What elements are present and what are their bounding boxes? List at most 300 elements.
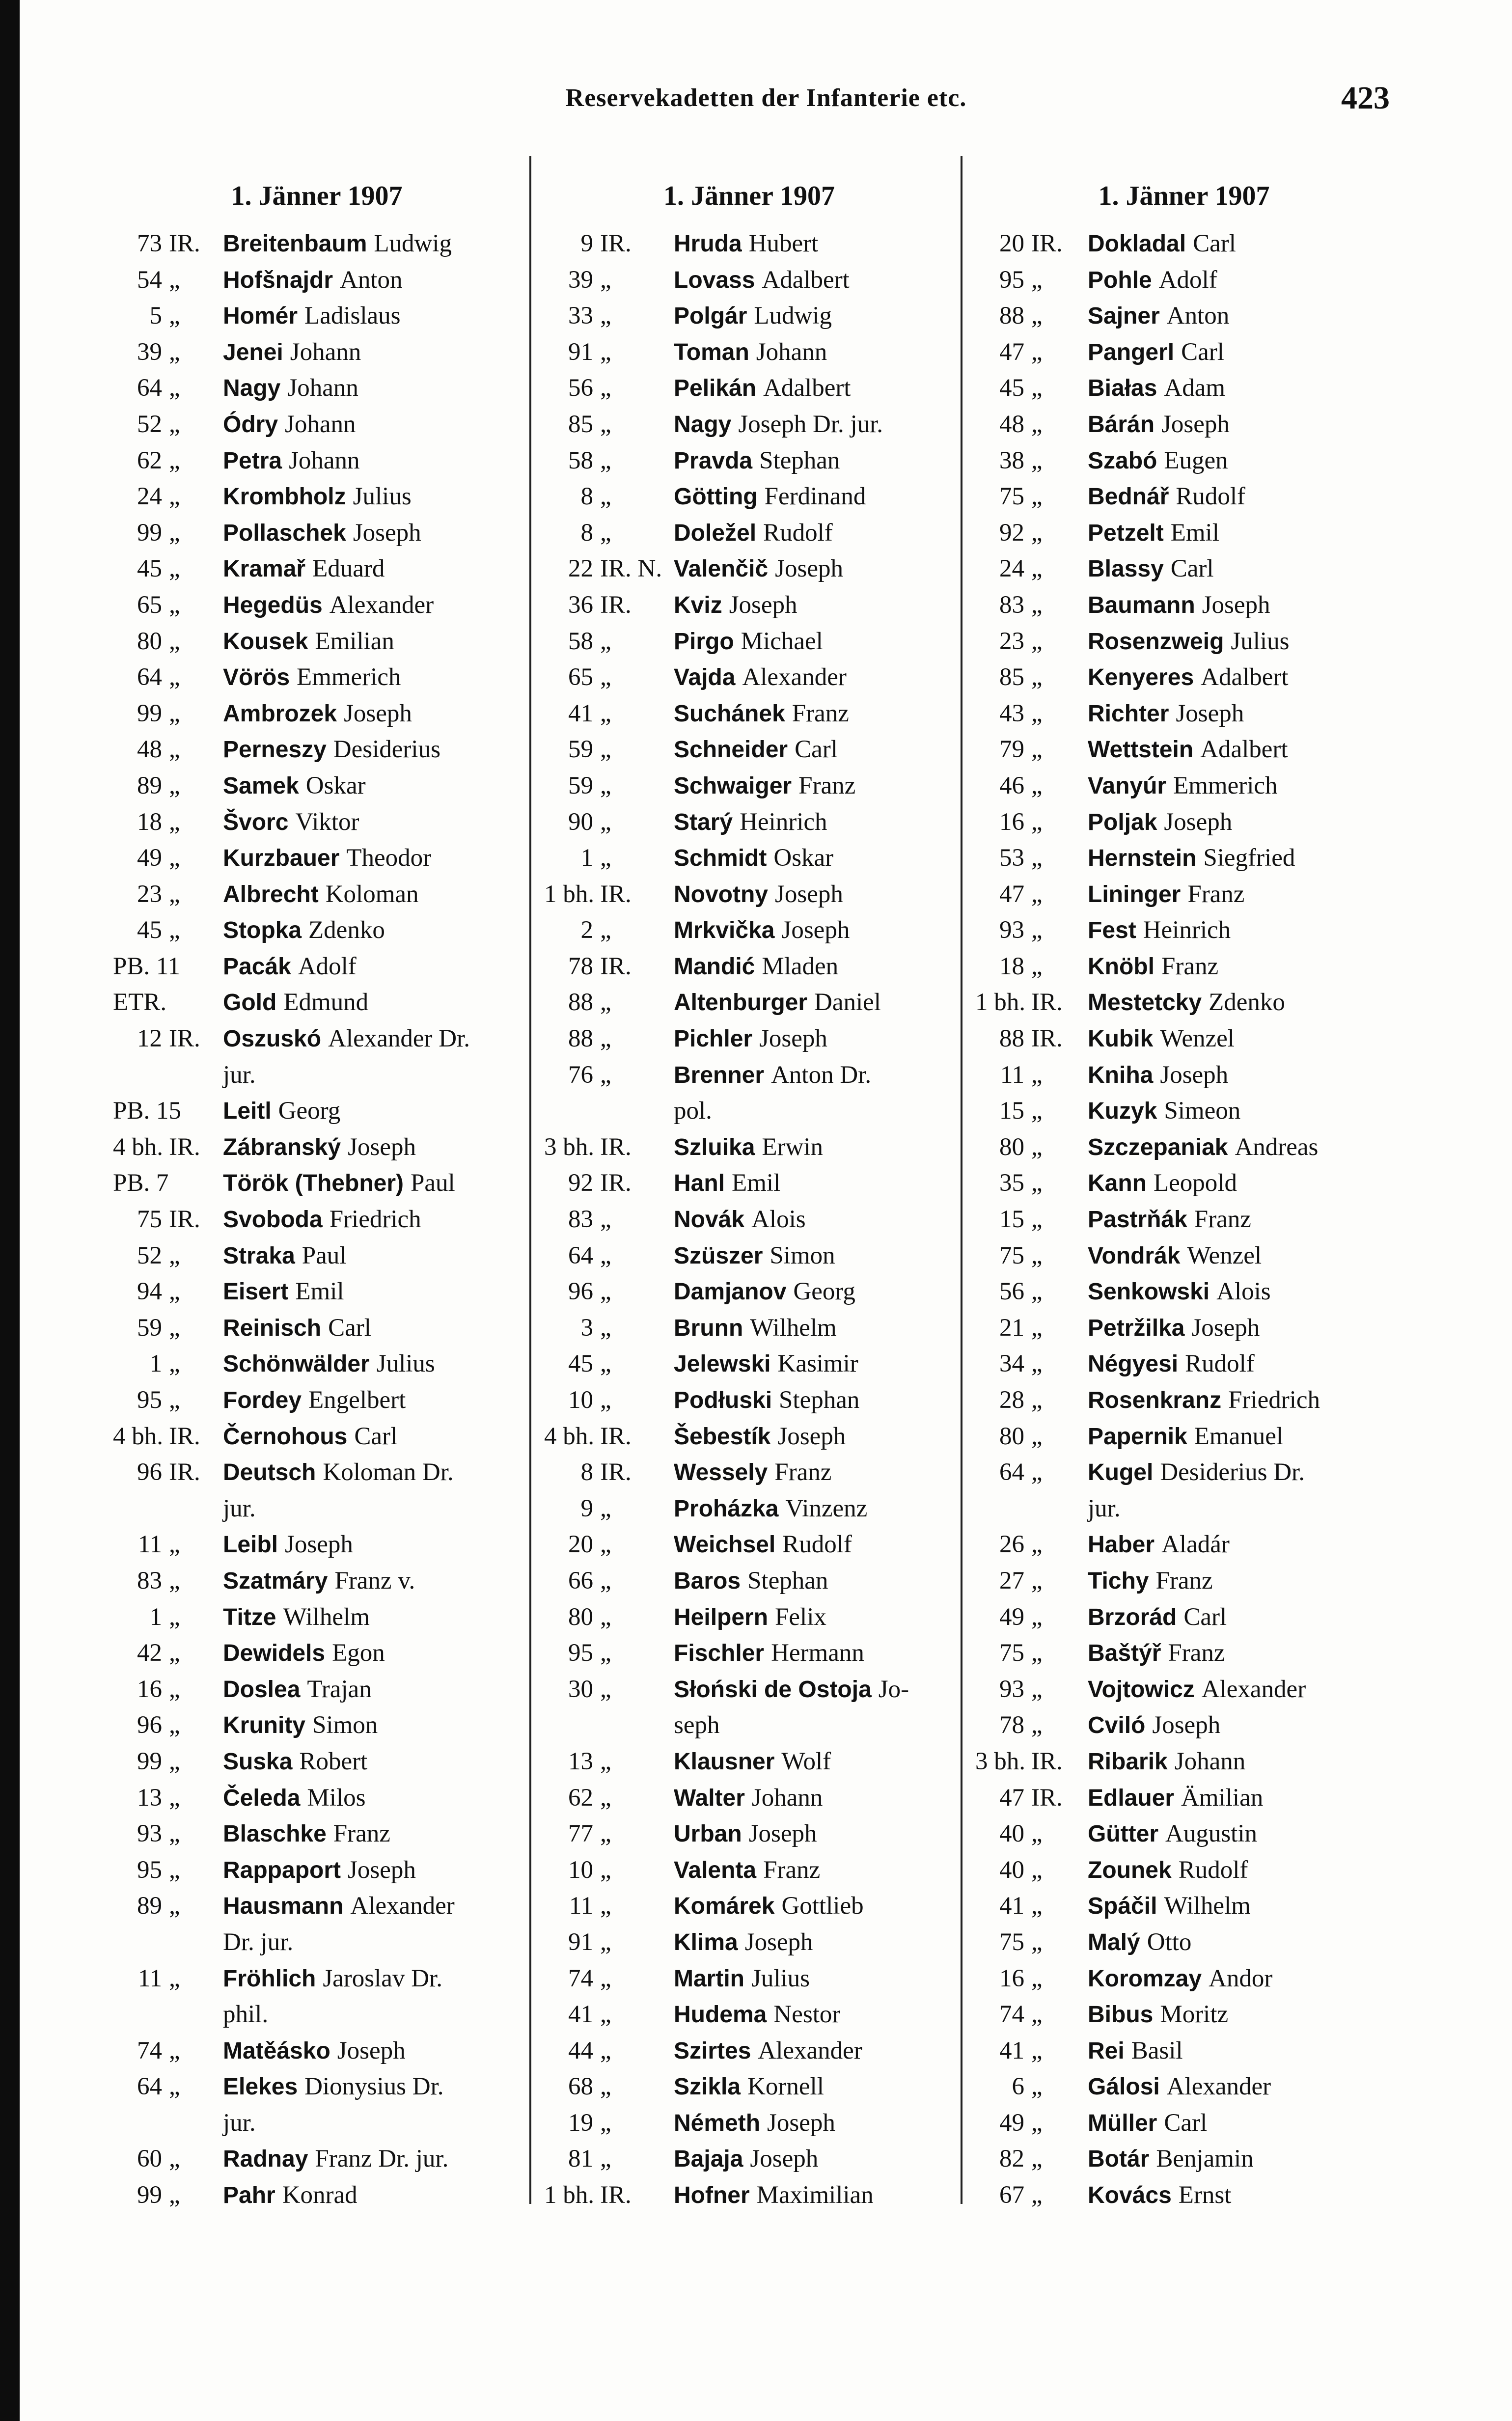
surname: Damjanov	[674, 1279, 787, 1305]
regiment-number: 44	[568, 2036, 593, 2064]
regiment-number: 42	[137, 1639, 162, 1667]
unit-abbrev: „	[1031, 1133, 1043, 1161]
regiment-number: 11	[1000, 1061, 1024, 1089]
surname: Krunity	[223, 1712, 305, 1739]
list-item	[975, 2177, 1393, 2214]
surname: Starý	[674, 809, 733, 835]
list-item	[113, 1274, 521, 1310]
regiment-number: 30	[568, 1675, 593, 1703]
given-name: Joseph Dr. jur.	[738, 410, 883, 438]
surname: Kann	[1088, 1170, 1147, 1197]
given-name: Johann	[289, 446, 360, 474]
unit-abbrev: „	[169, 1711, 180, 1739]
person-name	[223, 1455, 521, 1527]
person-name	[674, 1129, 954, 1166]
unit-abbrev: IR.	[169, 1133, 200, 1161]
person-name	[674, 226, 954, 262]
person-name	[223, 1672, 521, 1708]
regiment-number: 88	[999, 1025, 1024, 1053]
given-name: Franz	[1155, 1567, 1213, 1595]
surname: Pirgo	[674, 628, 734, 655]
person-name	[1088, 2033, 1393, 2069]
person-name	[223, 732, 521, 768]
regiment-number: 78	[568, 952, 593, 980]
surname: Vojtowicz	[1088, 1676, 1195, 1703]
person-name	[674, 262, 954, 299]
regiment-number: 85	[999, 663, 1024, 691]
person-name	[223, 479, 521, 515]
unit-abbrev: „	[600, 916, 611, 944]
list-item	[544, 1527, 954, 1563]
person-name	[674, 1238, 954, 1274]
person-name	[223, 1310, 521, 1347]
person-name	[1088, 1021, 1393, 1057]
surname: Suchánek	[674, 700, 785, 727]
list-item	[544, 1274, 954, 1310]
person-name	[674, 840, 954, 877]
given-name: Paul	[302, 1241, 347, 1269]
unit-abbrev: „	[169, 1278, 180, 1306]
given-name: Hermann	[771, 1639, 864, 1667]
unit-abbrev: „	[169, 771, 180, 799]
list-item	[544, 407, 954, 443]
list-item	[975, 370, 1393, 407]
person-name	[223, 262, 521, 299]
regiment-number: 83	[568, 1206, 593, 1234]
given-name: Georg	[793, 1278, 855, 1306]
given-name: Joseph	[285, 1531, 353, 1559]
given-name: Wenzel	[1160, 1025, 1235, 1053]
surname: Kovács	[1088, 2182, 1172, 2209]
person-name	[674, 1997, 954, 2033]
regiment-number: 78	[999, 1711, 1024, 1739]
entry-list	[975, 226, 1393, 2214]
unit-abbrev: „	[1031, 338, 1043, 366]
surname: Svoboda	[223, 1207, 323, 1233]
person-name	[223, 2069, 521, 2141]
given-name: Adolf	[1158, 266, 1217, 294]
given-name: Viktor	[295, 808, 359, 836]
unit-abbrev: „	[169, 1964, 180, 1992]
surname: Novotny	[674, 881, 768, 908]
given-name: Alexander	[742, 663, 847, 691]
list-item	[113, 1382, 521, 1419]
given-name: Eugen	[1164, 446, 1228, 474]
list-item	[544, 2177, 954, 2214]
person-name	[223, 1888, 521, 1960]
surname: Straka	[223, 1242, 295, 1269]
regiment-number: 5	[149, 302, 162, 330]
regiment-number: 15	[999, 1097, 1024, 1125]
surname: Rei	[1088, 2037, 1125, 2064]
regiment-number: 48	[999, 410, 1024, 438]
regiment-number: 49	[999, 2109, 1024, 2137]
surname: Baštýř	[1088, 1640, 1161, 1667]
regiment-number: 82	[999, 2145, 1024, 2173]
regiment-number: 52	[137, 410, 162, 438]
given-name: Ferdinand	[764, 483, 866, 511]
list-item	[544, 2069, 954, 2105]
regiment-number: 90	[568, 808, 593, 836]
surname: Pelikán	[674, 375, 757, 402]
surname: Baros	[674, 1568, 741, 1594]
unit-abbrev: „	[1031, 699, 1043, 727]
unit-abbrev: IR.	[1031, 1747, 1063, 1775]
list-item	[975, 1129, 1393, 1166]
surname: Martin	[674, 1965, 744, 1992]
regiment-number: 21	[999, 1314, 1024, 1342]
unit-abbrev: „	[600, 1567, 611, 1595]
unit-abbrev: „	[169, 808, 180, 836]
given-name: Joseph	[348, 1856, 416, 1884]
person-name	[1088, 1346, 1393, 1382]
regiment-number: 13	[568, 1747, 593, 1775]
list-item	[544, 1310, 954, 1347]
person-name	[674, 985, 954, 1021]
unit-abbrev: IR.	[169, 1025, 200, 1053]
list-item	[113, 1672, 521, 1708]
regiment-number: 23	[137, 880, 162, 908]
regiment-number: 3 bh.	[544, 1133, 594, 1161]
list-item	[544, 877, 954, 913]
surname: Spáčil	[1088, 1893, 1157, 1920]
unit-abbrev: „	[1031, 483, 1043, 511]
list-item	[113, 949, 521, 985]
list-item	[544, 840, 954, 877]
unit-abbrev: „	[1031, 916, 1043, 944]
list-item	[975, 1635, 1393, 1672]
person-name	[223, 949, 521, 985]
person-name	[674, 732, 954, 768]
list-item	[113, 334, 521, 371]
list-item	[113, 587, 521, 624]
regiment-number: 74	[999, 2001, 1024, 2029]
unit-abbrev: „	[1031, 1964, 1043, 1992]
given-name: Engelbert	[308, 1386, 406, 1414]
person-name	[1088, 1202, 1393, 1238]
regiment-number: 83	[137, 1567, 162, 1595]
list-item	[113, 2177, 521, 2214]
regiment-number: 18	[999, 952, 1024, 980]
surname: Pacák	[223, 953, 291, 980]
person-name	[674, 2033, 954, 2069]
person-name	[674, 660, 954, 696]
person-name	[674, 2141, 954, 2177]
unit-abbrev: „	[600, 2109, 611, 2137]
list-item	[544, 2105, 954, 2142]
given-name: Joseph	[1176, 699, 1244, 727]
regiment-number: 64	[568, 1241, 593, 1269]
unit-abbrev: „	[169, 2036, 180, 2064]
given-name: Carl	[795, 736, 838, 764]
name-continuation: jur.	[223, 1494, 256, 1522]
surname: Kviz	[674, 592, 722, 618]
regiment-number: 49	[999, 1603, 1024, 1631]
regiment-number: 26	[999, 1531, 1024, 1559]
unit-abbrev: „	[600, 699, 611, 727]
surname: Leibl	[223, 1532, 278, 1558]
regiment-number: 24	[999, 555, 1024, 583]
person-name	[1088, 1816, 1393, 1852]
person-name	[674, 1563, 954, 1599]
regiment-number: 35	[999, 1169, 1024, 1197]
list-item	[975, 840, 1393, 877]
surname: Hausmann	[223, 1893, 344, 1920]
person-name	[674, 1382, 954, 1419]
regiment-number: 16	[137, 1675, 162, 1703]
person-name	[674, 804, 954, 841]
list-item	[113, 1165, 521, 1202]
person-name	[223, 1852, 521, 1889]
given-name: Adam	[1164, 374, 1226, 402]
list-item	[975, 1744, 1393, 1780]
list-item	[113, 804, 521, 841]
unit-abbrev: „	[600, 410, 611, 438]
unit-abbrev: „	[600, 1494, 611, 1522]
given-name: Julius	[751, 1964, 810, 1992]
person-name	[223, 1021, 521, 1093]
regiment-number: 99	[137, 519, 162, 547]
given-name: Emmerich	[297, 663, 401, 691]
list-item	[544, 1816, 954, 1852]
regiment-number: 83	[999, 591, 1024, 619]
given-name: Egon	[332, 1639, 385, 1667]
list-item	[113, 1419, 521, 1455]
list-item	[113, 1563, 521, 1599]
surname: Poljak	[1088, 809, 1157, 835]
unit-abbrev: IR.	[169, 230, 200, 257]
person-name	[1088, 443, 1393, 479]
given-name: Carl	[1183, 1603, 1227, 1631]
list-item	[975, 551, 1393, 587]
unit-abbrev: „	[1031, 1820, 1043, 1848]
regiment-number: 23	[999, 627, 1024, 655]
surname: Eisert	[223, 1279, 289, 1305]
surname: Nagy	[223, 375, 281, 402]
given-name: Andreas	[1235, 1133, 1319, 1161]
list-item	[975, 1310, 1393, 1347]
surname: Hegedüs	[223, 592, 323, 618]
column-2	[544, 176, 954, 2209]
unit-abbrev: „	[1031, 1892, 1043, 1920]
regiment-number: 65	[568, 663, 593, 691]
given-name: Emanuel	[1194, 1422, 1284, 1450]
surname: Edlauer	[1088, 1785, 1175, 1811]
given-name: Zdenko	[1209, 989, 1285, 1017]
entry-list	[113, 226, 521, 2214]
given-name: Joseph	[1164, 808, 1233, 836]
person-name	[223, 696, 521, 732]
list-item	[975, 226, 1393, 262]
list-item	[113, 2069, 521, 2141]
unit-abbrev: „	[600, 446, 611, 474]
surname: Matěásko	[223, 2037, 330, 2064]
list-item	[544, 1202, 954, 1238]
regiment-number: 40	[999, 1856, 1024, 1884]
person-name	[1088, 1707, 1393, 1744]
unit-abbrev: IR.	[600, 1169, 632, 1197]
person-name	[223, 226, 521, 262]
surname: Hofšnajdr	[223, 267, 333, 293]
person-name	[223, 1527, 521, 1563]
person-name	[1088, 262, 1393, 299]
surname: Proházka	[674, 1495, 779, 1522]
regiment-number: 76	[568, 1061, 593, 1089]
unit-abbrev: IR.	[1031, 1784, 1063, 1812]
regiment-number: 93	[999, 1675, 1024, 1703]
given-name: Jo-	[878, 1675, 909, 1703]
list-item	[975, 515, 1393, 551]
surname: Szüszer	[674, 1242, 763, 1269]
regiment-number: 34	[999, 1350, 1024, 1378]
unit-abbrev	[162, 1165, 223, 1202]
list-item	[113, 1346, 521, 1382]
surname: Hernstein	[1088, 845, 1197, 872]
person-name	[674, 1744, 954, 1780]
unit-abbrev: „	[1031, 519, 1043, 547]
given-name: Benjamin	[1156, 2145, 1254, 2173]
list-item	[975, 2105, 1393, 2142]
regiment-number: 16	[999, 808, 1024, 836]
list-item	[113, 1021, 521, 1093]
person-name	[1088, 1093, 1393, 1129]
list-item	[975, 298, 1393, 334]
given-name: Ernst	[1178, 2181, 1232, 2209]
regiment-number: 56	[999, 1278, 1024, 1306]
given-name: Joseph	[767, 2109, 835, 2137]
unit-abbrev: „	[169, 483, 180, 511]
given-name: Trajan	[307, 1675, 372, 1703]
list-item	[975, 1057, 1393, 1094]
unit-abbrev: „	[169, 916, 180, 944]
person-name	[674, 298, 954, 334]
surname: Németh	[674, 2110, 761, 2136]
surname: Wessely	[674, 1459, 768, 1486]
regiment-number: 45	[137, 555, 162, 583]
person-name	[1088, 1129, 1393, 1166]
surname: Kniha	[1088, 1062, 1154, 1088]
given-name: Stephan	[759, 446, 840, 474]
column-heading: 1. Jänner 1907	[231, 181, 403, 211]
unit-abbrev: „	[600, 1747, 611, 1775]
unit-abbrev: „	[1031, 1350, 1043, 1378]
list-item	[975, 1816, 1393, 1852]
list-item	[975, 1202, 1393, 1238]
surname: Vanyúr	[1088, 772, 1167, 799]
list-item	[113, 1527, 521, 1563]
list-item	[544, 985, 954, 1021]
given-name: Erwin	[762, 1133, 824, 1161]
given-name: Franz	[798, 771, 856, 799]
person-name	[1088, 1165, 1393, 1202]
given-name: Ladislaus	[304, 302, 401, 330]
person-name	[674, 2069, 954, 2105]
regiment-number: 59	[568, 736, 593, 764]
surname: Ambrozek	[223, 700, 337, 727]
unit-abbrev: IR.	[600, 2181, 632, 2209]
given-name: Joseph	[777, 1422, 846, 1450]
name-continuation: Dr. jur.	[223, 1928, 294, 1956]
surname: Podłuski	[674, 1387, 772, 1413]
unit-abbrev: „	[169, 880, 180, 908]
given-name: Carl	[328, 1314, 371, 1342]
regiment-number: 66	[568, 1567, 593, 1595]
given-name: Johann	[751, 1784, 823, 1812]
list-item	[113, 985, 521, 1021]
person-name	[674, 515, 954, 551]
regiment-number: 24	[137, 483, 162, 511]
list-item	[975, 1925, 1393, 1961]
unit-abbrev: „	[1031, 591, 1043, 619]
regiment-number: PB. 11	[113, 952, 180, 980]
person-name	[674, 877, 954, 913]
list-item	[544, 1780, 954, 1816]
given-name: Wenzel	[1187, 1241, 1262, 1269]
given-name: Johann	[290, 338, 361, 366]
given-name: Joseph	[775, 880, 843, 908]
person-name	[1088, 370, 1393, 407]
surname: Jelewski	[674, 1351, 771, 1377]
surname: Müller	[1088, 2110, 1157, 2136]
unit-abbrev: „	[169, 699, 180, 727]
person-name	[223, 298, 521, 334]
person-name	[223, 1780, 521, 1816]
person-name	[1088, 1997, 1393, 2033]
person-name	[1088, 1419, 1393, 1455]
list-item	[975, 479, 1393, 515]
regiment-number: 45	[999, 374, 1024, 402]
unit-abbrev: IR.	[600, 1422, 632, 1450]
regiment-number: 43	[999, 699, 1024, 727]
given-name: Simon	[770, 1241, 835, 1269]
given-name: Joseph	[353, 519, 421, 547]
regiment-number: 59	[137, 1314, 162, 1342]
unit-abbrev: „	[1031, 627, 1043, 655]
unit-abbrev: „	[1031, 1314, 1043, 1342]
person-name	[674, 1888, 954, 1925]
given-name: Heinrich	[740, 808, 827, 836]
person-name	[674, 407, 954, 443]
unit-abbrev: „	[600, 1206, 611, 1234]
given-name: Eduard	[312, 555, 385, 583]
unit-abbrev	[162, 985, 223, 1021]
given-name: Alexander	[329, 591, 434, 619]
person-name	[223, 407, 521, 443]
person-name	[674, 912, 954, 949]
regiment-number: 1	[149, 1603, 162, 1631]
regiment-number: 54	[137, 266, 162, 294]
person-name	[1088, 587, 1393, 624]
regiment-number: 11	[137, 1964, 162, 1992]
person-name	[1088, 2105, 1393, 2142]
list-item	[113, 1707, 521, 1744]
regiment-number: 96	[568, 1278, 593, 1306]
regiment-number: 81	[568, 2145, 593, 2173]
surname: Schneider	[674, 737, 788, 763]
surname: Heilpern	[674, 1604, 769, 1630]
person-name	[1088, 1057, 1393, 1094]
unit-abbrev: „	[1031, 2073, 1043, 2101]
surname: Szabó	[1088, 447, 1157, 474]
surname: Dokladal	[1088, 231, 1186, 257]
unit-abbrev: „	[1031, 555, 1043, 583]
list-item	[544, 732, 954, 768]
surname: Brunn	[674, 1315, 743, 1341]
regiment-number: 74	[137, 2036, 162, 2064]
given-name: Basil	[1131, 2036, 1183, 2064]
given-name: Franz	[1194, 1206, 1251, 1234]
given-name: Rudolf	[1185, 1350, 1255, 1378]
